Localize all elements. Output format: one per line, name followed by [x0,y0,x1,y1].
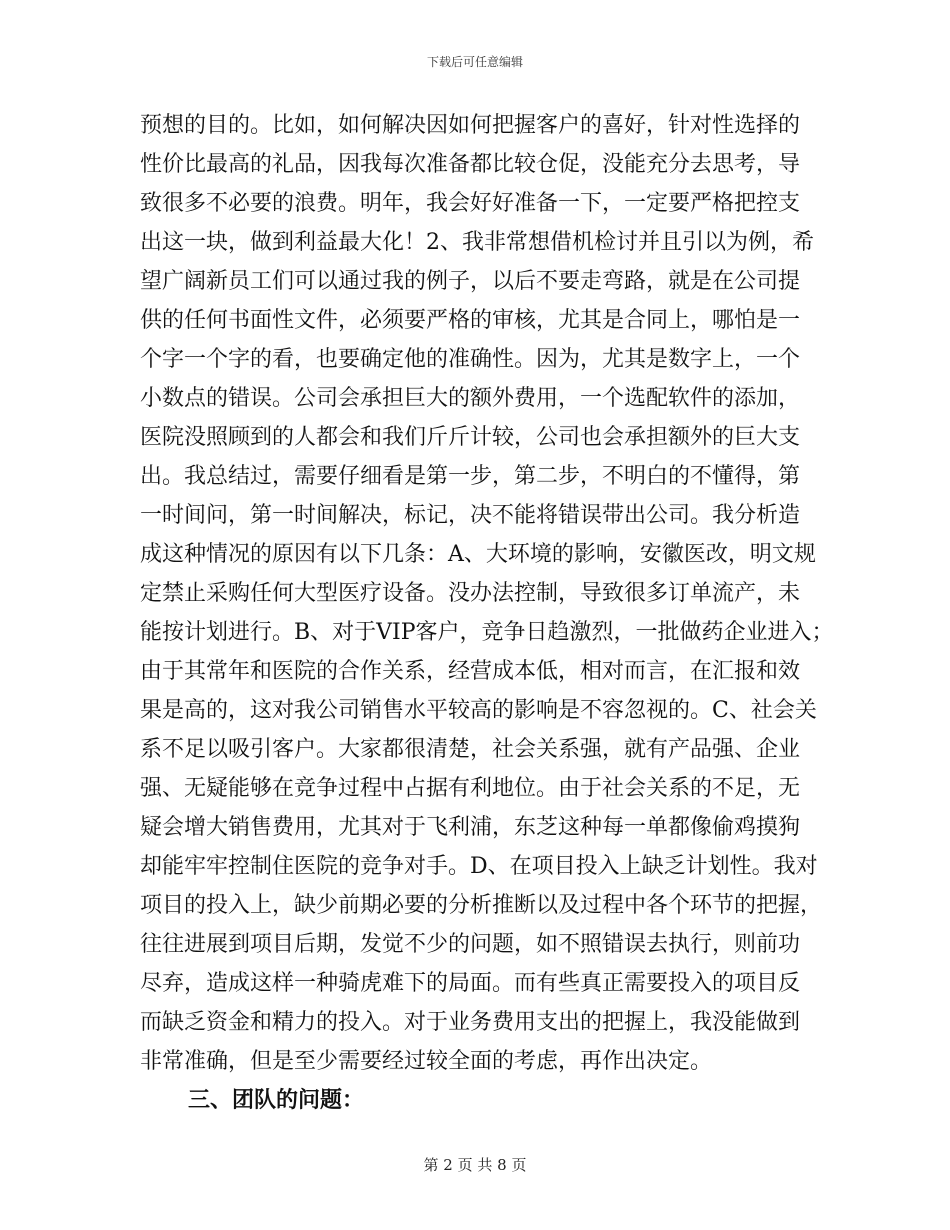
body-line: 能按计划进行。B、对于VIP客户，竞争日趋激烈，一批做药企业进入； [140,620,834,645]
body-line: 疑会增大销售费用，尤其对于飞利浦，东芝这种每一单都像偷鸡摸狗 [140,815,801,840]
body-line: 却能牢牢控制住医院的竞争对手。D、在项目投入上缺乏计划性。我对 [140,854,818,879]
body-line: 尽弃，造成这样一种骑虎难下的局面。而有些真正需要投入的项目反 [140,971,801,996]
document-body [140,106,834,1120]
body-line: 由于其常年和医院的合作关系，经营成本低，相对而言，在汇报和效 [140,659,801,684]
body-line: 往往进展到项目后期，发觉不少的问题，如不照错误去执行，则前功 [140,932,801,957]
body-line: 果是高的，这对我公司销售水平较高的影响是不容忽视的。C、社会关 [140,698,817,723]
body-line: 致很多不必要的浪费。明年，我会好好准备一下，一定要严格把控支 [140,191,801,216]
body-line: 性价比最高的礼品，因我每次准备都比较仓促，没能充分去思考，导 [140,152,801,177]
body-line: 医院没照顾到的人都会和我们斤斤计较，公司也会承担额外的巨大支 [140,425,801,450]
body-line: 出这一块，做到利益最大化！2、我非常想借机检讨并且引以为例，希 [140,230,814,255]
body-line: 个字一个字的看，也要确定他的准确性。因为，尤其是数字上，一个 [140,347,801,372]
body-line: 供的任何书面性文件，必须要严格的审核，尤其是合同上，哪怕是一 [140,308,801,333]
body-line: 非常准确，但是至少需要经过较全面的考虑，再作出决定。 [140,1049,713,1074]
body-line: 成这种情况的原因有以下几条：A、大环境的影响，安徽医改，明文规 [140,542,816,567]
body-line: 而缺乏资金和精力的投入。对于业务费用支出的把握上，我没能做到 [140,1010,801,1035]
body-line: 一时间问，第一时间解决，标记，决不能将错误带出公司。我分析造 [140,503,801,528]
body-line: 定禁止采购任何大型医疗设备。没办法控制，导致很多订单流产，未 [140,581,801,606]
body-line: 出。我总结过，需要仔细看是第一步，第二步，不明白的不懂得，第 [140,464,801,489]
body-line: 项目的投入上，缺少前期必要的分析推断以及过程中各个环节的把握， [140,893,823,918]
page-header: 下载后可任意编辑 [426,55,523,69]
body-line: 预想的目的。比如，如何解决因如何把握客户的喜好，针对性选择的 [140,113,801,138]
section-heading: 三、团队的问题： [188,1087,365,1113]
body-line: 系不足以吸引客户。大家都很清楚，社会关系强，就有产品强、企业 [140,737,801,762]
body-line: 望广阔新员工们可以通过我的例子，以后不要走弯路，就是在公司提 [140,269,801,294]
body-line: 小数点的错误。公司会承担巨大的额外费用，一个选配软件的添加， [140,386,801,411]
page-footer: 第 2 页 共 8 页 [423,1156,527,1174]
body-line: 强、无疑能够在竞争过程中占据有利地位。由于社会关系的不足，无 [140,776,801,801]
